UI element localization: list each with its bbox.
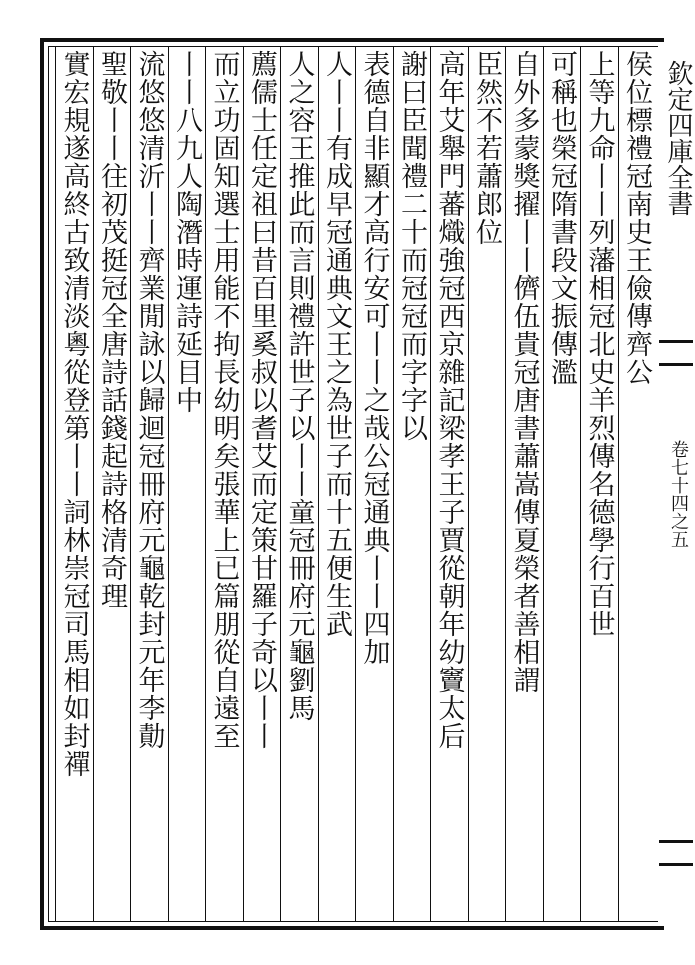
text-column: 高年艾舉門蕃熾強冠西京雜記梁孝王子賈從朝年幼竇太后	[433, 50, 465, 750]
text-column: 表德自非顯才高行安可丨丨之哉公冠通典丨丨四加	[358, 50, 390, 666]
column-rule	[93, 46, 94, 922]
text-column: 流悠悠清沂丨丨齊業閒詠以歸迴冠冊府元龜乾封元年李勣	[133, 50, 165, 750]
text-column: 臣然不若蕭郎位	[471, 50, 502, 246]
book-title: 欽定四庫全書	[663, 60, 693, 216]
fold-margin	[663, 40, 693, 930]
text-column: 人之容王推此而言則禮許世子以丨丨童冠冊府元龜劉馬	[283, 50, 315, 722]
column-rule	[168, 46, 169, 922]
text-column: 侯位標禮冠南史王儉傳齊公	[621, 50, 652, 386]
column-rule	[55, 46, 56, 922]
column-rule	[243, 46, 244, 922]
column-rule	[280, 46, 281, 922]
text-column: 而立功固知選士用能不拘長幼明矣張華上已篇朋從自遠至	[208, 50, 240, 750]
fish-tail-mark-icon	[659, 840, 693, 866]
fish-tail-mark-icon	[659, 340, 693, 366]
text-column: 薦儒士任定祖曰昔百里奚叔以耆艾而定策甘羅子奇以丨丨	[246, 50, 277, 750]
text-column: 可稱也榮冠隋書段文振傳濫	[546, 50, 577, 386]
column-rule	[468, 46, 469, 922]
column-rule	[618, 46, 619, 922]
text-column: 人丨丨有成早冠通典文王之為世子而十五便生武	[321, 50, 352, 638]
text-column: 謝曰臣聞禮二十而冠冠而字字以	[396, 50, 427, 442]
column-rule	[355, 46, 356, 922]
column-rule	[580, 46, 581, 922]
column-rule	[393, 46, 394, 922]
text-column: 實宏規遂高終古致清淡粵從登第丨丨詞林崇冠司馬相如封禪	[58, 50, 90, 778]
volume-label: 卷七十四之五	[668, 440, 689, 548]
text-column: 上等九命丨丨列藩相冠北史羊烈傳名德學行百世	[583, 50, 615, 638]
text-column: 聖敬丨丨往初茂挺冠全唐詩話錢起詩格清奇理	[96, 50, 127, 610]
column-rule	[205, 46, 206, 922]
column-rule	[543, 46, 544, 922]
text-column: 自外多蒙獎擢丨丨儕伍貴冠唐書蕭嵩傳夏榮者善相謂	[508, 50, 540, 694]
text-column: 丨丨八九人陶潛時運詩延目中	[171, 50, 202, 414]
column-rule	[130, 46, 131, 922]
column-rule	[505, 46, 506, 922]
column-rule	[318, 46, 319, 922]
column-rule	[430, 46, 431, 922]
